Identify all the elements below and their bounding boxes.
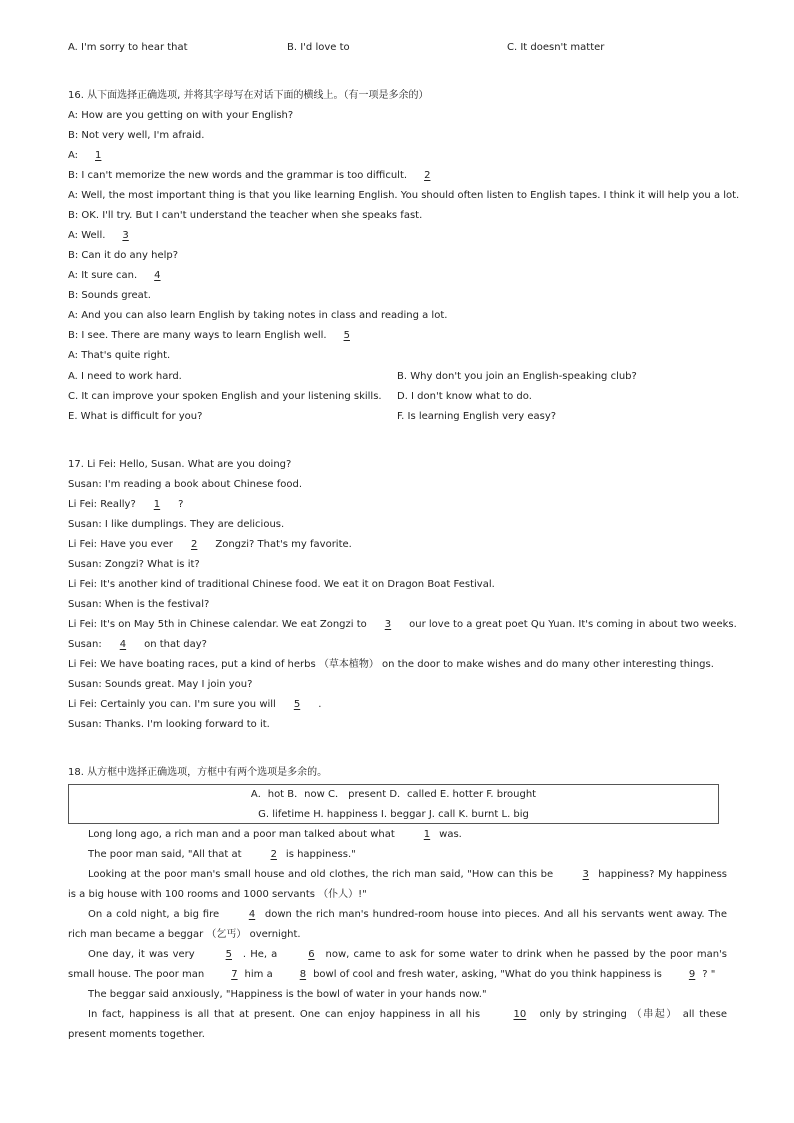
q17-line-1: 17. Li Fei: Hello, Susan. What are you doing? xyxy=(68,459,292,470)
q18-title: 18. 从方框中选择正确选项，方框中有两个选项是多余的。 xyxy=(68,767,328,778)
blank-18-6: 6 xyxy=(308,949,315,960)
q16-line-7: A: Well. 3 xyxy=(68,229,143,243)
blank-16-4: 4 xyxy=(154,270,161,281)
q16-line-6: B: OK. I'll try. But I can't understand the teacher when she speaks fast. xyxy=(68,210,423,221)
blank-18-2: 2 xyxy=(270,849,277,860)
q18-paragraph-5: One day, it was very 5 . He, a 6 now, came to ask for some water to drink when he passed by the poor man's small house. The poor man 7 him a 8 bowl of cool and fresh water, asking, "What do you think happiness is 9 ? " xyxy=(68,945,727,985)
blank-17-2: 2 xyxy=(191,539,198,550)
q16-line-8: B: Can it do any help? xyxy=(68,250,179,261)
blank-18-8: 8 xyxy=(299,969,307,980)
blank-16-5: 5 xyxy=(343,330,350,341)
q18-paragraph-6: The beggar said anxiously, "Happiness is the bowl of water in your hands now." xyxy=(88,989,487,1000)
q18-paragraph-4: On a cold night, a big fire 4 down the rich man's hundred-room house into pieces. And all his servants went away. The rich man became a beggar （乞丐） overnight. xyxy=(68,905,727,945)
q17-line-9: Li Fei: It's on May 5th in Chinese calendar. We eat Zongzi to 3 our love to a great poet Qu Yuan. It's coming in about two weeks. xyxy=(68,619,737,630)
q18-box-row-1: A．hot B．now C． present D．called E. hotter F. brought xyxy=(250,789,537,800)
q17-line-8: Susan: When is the festival? xyxy=(68,599,210,610)
q16-title: 16. 从下面选择正确选项, 并将其字母写在对话下面的横线上。（有一项是多余的） xyxy=(68,90,429,101)
blank-17-3: 3 xyxy=(384,619,392,630)
q16-option-b: B. Why don't you join an English-speaking club? xyxy=(397,371,637,382)
q18-word-box xyxy=(68,784,719,824)
blank-18-5: 5 xyxy=(225,949,232,960)
q18-paragraph-2: The poor man said, "All that at 2 is happiness." xyxy=(68,845,727,865)
blank-18-1: 1 xyxy=(423,829,431,840)
q18-paragraph-7: In fact, happiness is all that at present. One can enjoy happiness in all his 10 only by stringing （串起） all these present moments together. xyxy=(68,1005,727,1045)
q17-line-2: Susan: I'm reading a book about Chinese food. xyxy=(68,479,302,490)
q16-line-11: A: And you can also learn English by taking notes in class and reading a lot. xyxy=(68,310,448,321)
q17-line-6: Susan: Zongzi? What is it? xyxy=(68,559,200,570)
q16-option-f: F. Is learning English very easy? xyxy=(397,411,557,422)
blank-18-3: 3 xyxy=(582,869,589,880)
q17-line-12: Susan: Sounds great. May I join you? xyxy=(68,679,253,690)
blank-17-5: 5 xyxy=(293,699,301,710)
q17-line-4: Susan: I like dumplings. They are delicious. xyxy=(68,519,285,530)
q17-line-5: Li Fei: Have you ever 2 Zongzi? That's my favorite. xyxy=(68,539,352,550)
q17-line-14: Susan: Thanks. I'm looking forward to it. xyxy=(68,719,270,730)
q17-line-3: Li Fei: Really? 1 ? xyxy=(68,499,184,510)
q16-line-5: A: Well, the most important thing is that you like learning English. You should often listen to English tapes. I think it will help you a lot. xyxy=(68,190,740,201)
blank-18-10: 10 xyxy=(513,1009,527,1020)
blank-17-1: 1 xyxy=(153,499,161,510)
blank-18-7: 7 xyxy=(231,969,238,980)
q17-line-13: Li Fei: Certainly you can. I'm sure you will 5 . xyxy=(68,699,322,710)
q16-line-10: B: Sounds great. xyxy=(68,290,151,301)
q16-line-4: B: I can't memorize the new words and the grammar is too difficult. 2 xyxy=(68,169,444,183)
q16-option-d: D. I don't know what to do. xyxy=(397,391,532,402)
q16-line-9: A: It sure can. 4 xyxy=(68,269,174,283)
q18-paragraph-1: Long long ago, a rich man and a poor man talked about what 1 was. xyxy=(68,825,727,845)
q16-line-1: A: How are you getting on with your English? xyxy=(68,110,294,121)
blank-16-1: 1 xyxy=(95,150,102,161)
q18-passage xyxy=(68,825,727,1045)
q16-line-13: A: That's quite right. xyxy=(68,350,171,361)
q15-option-b: B. I'd love to xyxy=(287,42,350,53)
blank-18-4: 4 xyxy=(248,909,256,920)
blank-17-4: 4 xyxy=(119,639,127,650)
q17-line-11: Li Fei: We have boating races, put a kind of herbs （草本植物） on the door to make wishes and do many other interesting things. xyxy=(68,659,714,670)
q17-line-7: Li Fei: It's another kind of traditional Chinese food. We eat it on Dragon Boat Festival. xyxy=(68,579,495,590)
q16-line-3: A: 1 xyxy=(68,149,115,163)
q16-line-12: B: I see. There are many ways to learn English well. 5 xyxy=(68,329,364,343)
q18-paragraph-3: Looking at the poor man's small house and old clothes, the rich man said, "How can this be 3 happiness? My happiness is a big house with 100 rooms and 1000 servants （仆人）!" xyxy=(68,865,727,905)
blank-16-2: 2 xyxy=(424,170,431,181)
q18-box-row-2: G. lifetime H. happiness I. beggar J. call K. burnt L. big xyxy=(258,809,529,820)
q15-option-c: C. It doesn't matter xyxy=(507,42,605,53)
q16-option-c: C. It can improve your spoken English and your listening skills. xyxy=(68,391,382,402)
q16-option-e: E. What is difficult for you? xyxy=(68,411,203,422)
q15-option-a: A. I'm sorry to hear that xyxy=(68,42,188,53)
q16-line-2: B: Not very well, I'm afraid. xyxy=(68,130,205,141)
blank-18-9: 9 xyxy=(688,969,696,980)
blank-16-3: 3 xyxy=(122,230,129,241)
q16-option-a: A. I need to work hard. xyxy=(68,371,182,382)
q17-line-10: Susan: 4 on that day? xyxy=(68,639,207,650)
